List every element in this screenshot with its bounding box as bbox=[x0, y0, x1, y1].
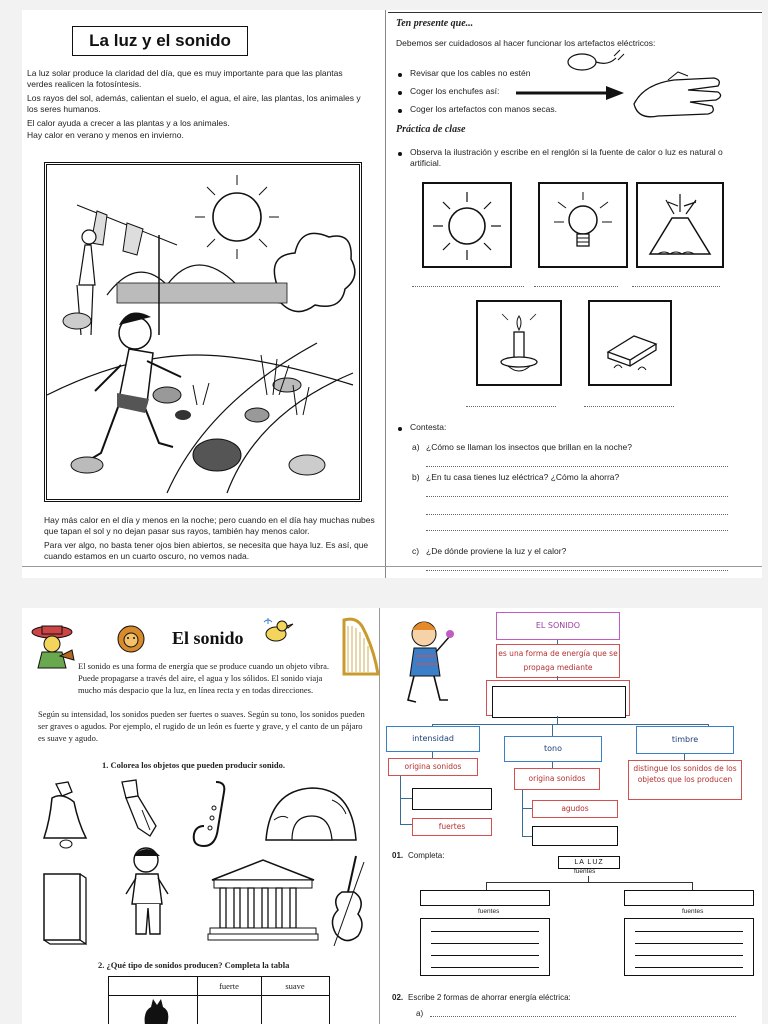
sound-type-table bbox=[108, 976, 330, 1024]
origina-sonidos-tono-text: origina sonidos bbox=[528, 774, 586, 783]
bottom-paragraph-2: Para ver algo, no basta tener ojos bien abiertos, se necesita que haya luz. Es así, que cuando estamos en un cuarto oscuro, no vemos nada. bbox=[44, 540, 369, 561]
hand-holding-plug-icon bbox=[628, 70, 738, 130]
light-bulb-icon bbox=[540, 184, 626, 266]
sound-intro: El sonido es una forma de energía que se produce cuando un objeto vibra. Puede propagarse a través del aire, el agua y los sólidos. El sonido viaja mucho más despacio que la luz, en línea recta y en todas direcciones. bbox=[78, 661, 329, 695]
category-intensidad-text: intensidad bbox=[412, 734, 454, 743]
light-bulb-picture bbox=[538, 182, 628, 268]
q1-text: Completa: bbox=[408, 851, 445, 860]
intro-paragraph-2: Los rayos del sol, además, calientan el suelo, el agua, el aire, las plantas, los animales y los seres humanos. bbox=[27, 93, 361, 114]
answer-line[interactable] bbox=[534, 286, 618, 287]
writing-line bbox=[635, 967, 743, 968]
fuentes-label-left: fuentes bbox=[478, 908, 500, 915]
outdoor-scene-illustration bbox=[44, 162, 362, 502]
temple-building-icon bbox=[208, 858, 318, 944]
cat-icon bbox=[139, 997, 169, 1024]
worksheet-page-luz bbox=[22, 10, 762, 578]
luz-title: LA LUZ bbox=[574, 859, 604, 866]
table-header-suave: suave bbox=[285, 981, 305, 991]
fuentes-list-left[interactable] bbox=[420, 918, 550, 976]
lion-head-icon bbox=[114, 624, 148, 654]
connector bbox=[552, 724, 553, 736]
candle-icon bbox=[478, 302, 560, 384]
fuentes-label-top: fuentes bbox=[574, 868, 596, 875]
question-a-label: a) bbox=[412, 442, 420, 452]
concept-definition-text: es una forma de energía que se propaga mediante bbox=[498, 649, 618, 672]
safety-intro: Debemos ser cuidadosos al hacer funcionar los artefactos eléctricos: bbox=[396, 38, 656, 48]
answer-line[interactable] bbox=[426, 496, 728, 497]
writing-line bbox=[635, 955, 743, 956]
answer-line[interactable] bbox=[584, 406, 674, 407]
tono-answer-box[interactable] bbox=[532, 826, 618, 846]
concept-definition bbox=[496, 644, 620, 678]
answer-line[interactable] bbox=[426, 514, 728, 515]
connector bbox=[522, 808, 532, 809]
connector bbox=[400, 798, 412, 799]
bullet bbox=[398, 73, 402, 77]
sun-picture bbox=[422, 182, 512, 268]
question-c-label: c) bbox=[412, 546, 420, 556]
answer-line[interactable] bbox=[430, 1016, 736, 1017]
question-b-label: b) bbox=[412, 472, 420, 482]
volcano-icon bbox=[638, 184, 722, 266]
category-tono-text: tono bbox=[544, 744, 562, 753]
bullet bbox=[398, 91, 402, 95]
violin-icon bbox=[330, 852, 370, 952]
answer-line[interactable] bbox=[426, 570, 728, 571]
hot-iron-picture bbox=[588, 300, 672, 386]
bottom-rule bbox=[22, 566, 762, 567]
luz-answer-right[interactable] bbox=[624, 890, 754, 906]
luz-tree-connector bbox=[486, 882, 487, 890]
column-divider bbox=[385, 10, 386, 578]
sound-paragraph: Según su intensidad, los sonidos pueden ser fuertes o suaves. Según su tono, los sonidos pueden ser graves o agudos. Por ejemplo, el rugido de un león es fuerte y grave, y el canto de un pájaro es suave y agudo. bbox=[38, 709, 365, 743]
singing-child-icon bbox=[402, 616, 458, 712]
connector bbox=[522, 790, 523, 836]
boy-icon bbox=[118, 842, 178, 942]
bell-icon bbox=[36, 780, 96, 856]
answer-line[interactable] bbox=[466, 406, 556, 407]
intensidad-answer-box[interactable] bbox=[412, 788, 492, 810]
fuentes-list-right[interactable] bbox=[624, 918, 754, 976]
answer-line[interactable] bbox=[632, 286, 720, 287]
luz-tree-connector bbox=[486, 882, 692, 883]
task-1-title: 1. Colorea los objetos que pueden producir sonido. bbox=[102, 760, 286, 770]
origina-sonidos-text: origina sonidos bbox=[404, 762, 462, 771]
book-icon bbox=[38, 870, 90, 946]
bullet bbox=[398, 427, 402, 431]
writing-line bbox=[431, 967, 539, 968]
category-timbre bbox=[636, 726, 734, 754]
answer-line[interactable] bbox=[426, 466, 728, 467]
q2-text: Escribe 2 formas de ahorrar energía eléctrica: bbox=[408, 993, 571, 1002]
bottom-paragraph-1: Hay más calor en el día y menos en la noche; pero cuando en el día hay muchas nubes que tapan el sol y no dejan pasar sus rayos, también hay menos calor. bbox=[44, 515, 375, 536]
agudos-text: agudos bbox=[561, 804, 589, 813]
bullet-text-1: Revisar que los cables no estén bbox=[410, 68, 531, 78]
timbre-description bbox=[628, 760, 742, 800]
bullet bbox=[398, 109, 402, 113]
table-header-fuerte: fuerte bbox=[219, 981, 239, 991]
q2-a-label: a) bbox=[416, 1009, 424, 1018]
mariachi-character-icon bbox=[30, 622, 74, 672]
arrow-right-icon bbox=[516, 86, 626, 100]
q1-label: 01. bbox=[392, 851, 404, 860]
sun-icon bbox=[424, 184, 510, 266]
bullet bbox=[398, 152, 402, 156]
writing-line bbox=[431, 931, 539, 932]
origina-sonidos-tono bbox=[514, 768, 600, 790]
intro-paragraph-4: Hay calor en verano y menos en invierno. bbox=[27, 130, 184, 140]
connector bbox=[400, 776, 401, 824]
pen-nib-icon bbox=[116, 778, 172, 840]
writing-line bbox=[635, 931, 743, 932]
luz-tree-connector bbox=[692, 882, 693, 890]
saxophone-icon bbox=[188, 778, 238, 858]
worksheet-page-sonido bbox=[22, 608, 762, 1024]
bullet-text-3: Coger los artefactos con manos secas. bbox=[410, 104, 557, 114]
heading-ten-presente: Ten presente que... bbox=[396, 18, 474, 29]
agudos-box bbox=[532, 800, 618, 818]
category-timbre-text: timbre bbox=[671, 735, 699, 744]
category-intensidad bbox=[386, 726, 480, 752]
harp-icon bbox=[338, 614, 380, 678]
connector bbox=[400, 824, 412, 825]
luz-answer-left[interactable] bbox=[420, 890, 550, 906]
writing-line bbox=[431, 955, 539, 956]
connector bbox=[557, 716, 558, 724]
category-tono bbox=[504, 736, 602, 762]
connector bbox=[432, 724, 708, 725]
question-a-text: ¿Cómo se llaman los insectos que brillan en la noche? bbox=[426, 442, 633, 452]
question-b-text: ¿En tu casa tienes luz eléctrica? ¿Cómo la ahorra? bbox=[426, 472, 620, 482]
origina-sonidos-intensidad bbox=[388, 758, 478, 776]
question-c-text: ¿De dónde proviene la luz y el calor? bbox=[426, 546, 567, 556]
singing-bird-icon bbox=[260, 616, 294, 646]
page-title: La luz y el sonido bbox=[89, 31, 231, 50]
concept-map-title bbox=[496, 612, 620, 640]
task-2-title: 2. ¿Qué tipo de sonidos producen? Completa la tabla bbox=[98, 960, 290, 970]
heading-practica: Práctica de clase bbox=[396, 124, 466, 135]
metal-bar-icon bbox=[590, 302, 670, 384]
writing-line bbox=[431, 943, 539, 944]
table-header-rule bbox=[109, 995, 329, 996]
medium-answer-box[interactable] bbox=[492, 686, 626, 718]
top-rule bbox=[388, 12, 762, 13]
contesta-label: Contesta: bbox=[410, 422, 447, 432]
answer-line[interactable] bbox=[426, 530, 728, 531]
intro-paragraph-3: El calor ayuda a crecer a las plantas y a los animales. bbox=[27, 118, 230, 128]
sound-title: El sonido bbox=[172, 628, 244, 648]
connector bbox=[522, 836, 532, 837]
bullet-text-2: Coger los enchufes así: bbox=[410, 86, 500, 96]
writing-line bbox=[635, 943, 743, 944]
answer-line[interactable] bbox=[412, 286, 524, 287]
q2-label: 02. bbox=[392, 993, 404, 1002]
volcano-picture bbox=[636, 182, 724, 268]
concept-map-title-text: EL SONIDO bbox=[535, 621, 581, 630]
intro-paragraph-1: La luz solar produce la claridad del día, que es muy importante para que las plantas verdes realicen la fotosíntesis. bbox=[27, 68, 343, 89]
cave-icon bbox=[262, 780, 362, 850]
fuentes-label-right: fuentes bbox=[682, 908, 704, 915]
fuertes-box bbox=[412, 818, 492, 836]
plug-icon bbox=[562, 40, 622, 90]
timbre-description-text: distingue los sonidos de los objetos que los producen bbox=[633, 764, 737, 784]
practice-instruction: Observa la ilustración y escribe en el renglón si la fuente de calor o luz es natural o artificial. bbox=[410, 147, 723, 168]
page-title-box bbox=[72, 26, 248, 56]
candle-picture bbox=[476, 300, 562, 386]
fuertes-text: fuertes bbox=[438, 822, 466, 831]
scene-drawing bbox=[47, 165, 353, 493]
